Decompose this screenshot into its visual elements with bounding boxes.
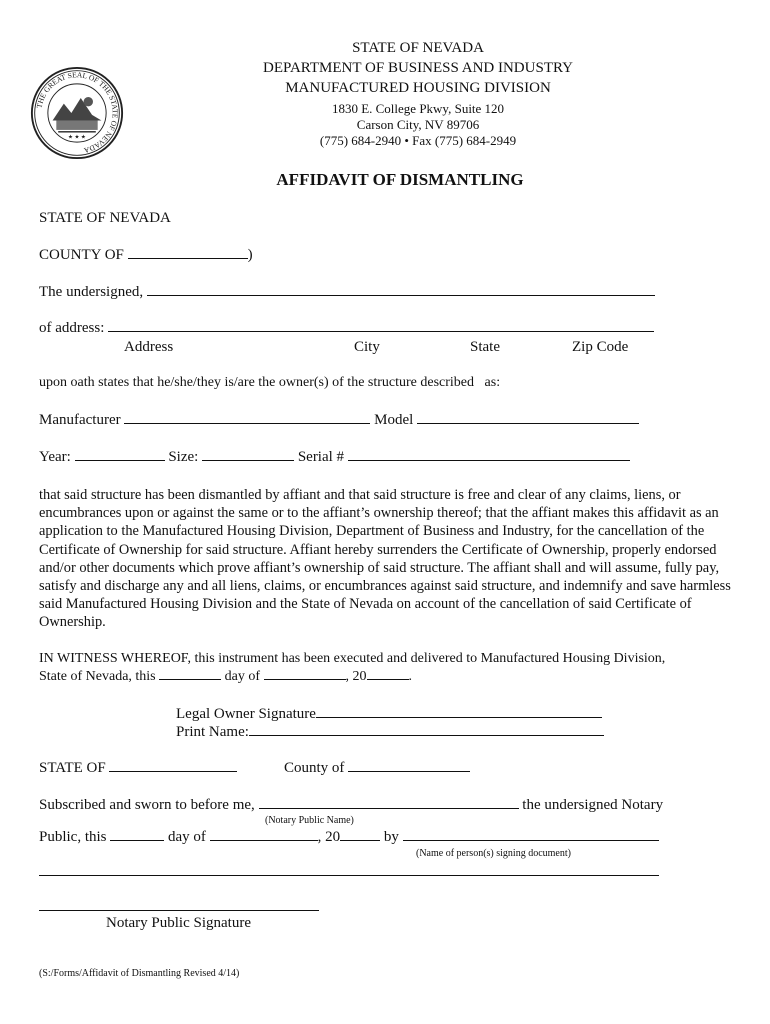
model-field[interactable]	[417, 422, 639, 424]
serial-field[interactable]	[348, 459, 630, 461]
notary-county-of-label: County of	[284, 760, 345, 776]
subscribed-row	[39, 797, 663, 814]
header-address-line2: Carson City, NV 89706	[356, 117, 480, 132]
witness-state-this: State of Nevada, this	[39, 669, 156, 684]
legal-owner-signature-label: Legal Owner Signature	[176, 706, 316, 722]
svg-text:THE GREAT SEAL OF THE STATE OF: THE GREAT SEAL OF THE STATE OF NEVADA	[34, 70, 120, 155]
form-footer: (S:/Forms/Affidavit of Dismantling Revised 4/14)	[39, 968, 240, 979]
notary-county-row	[284, 760, 470, 777]
address-label-zip: Zip Code	[572, 339, 629, 355]
witness-year-label: , 20	[345, 669, 367, 684]
undersigned-notary-label: the undersigned Notary	[522, 797, 664, 813]
manufacturer-label: Manufacturer	[39, 412, 121, 428]
undersigned-label: The undersigned,	[39, 284, 144, 300]
print-name-field[interactable]	[249, 734, 604, 736]
notary-public-name-caption: (Notary Public Name)	[265, 815, 354, 826]
witness-period: .	[408, 669, 413, 684]
svg-text:★ ★ ★: ★ ★ ★	[68, 134, 86, 141]
signer-name-caption: (Name of person(s) signing document)	[416, 848, 571, 859]
public-this-label: Public, this	[39, 829, 107, 845]
size-field[interactable]	[202, 459, 294, 461]
header-state: STATE OF NEVADA	[352, 40, 484, 56]
year-size-serial-row	[39, 449, 630, 466]
year-field[interactable]	[75, 459, 165, 461]
serial-label: Serial #	[297, 449, 345, 465]
county-close-paren: )	[247, 247, 253, 263]
manufacturer-model-row	[39, 412, 639, 429]
witness-month-field[interactable]	[264, 678, 346, 680]
year-label: Year:	[39, 449, 71, 465]
header-phone-fax: (775) 684-2940 • Fax (775) 684-2949	[319, 133, 517, 148]
header-department: DEPARTMENT OF BUSINESS AND INDUSTRY	[263, 60, 573, 76]
form-title: AFFIDAVIT OF DISMANTLING	[276, 170, 524, 189]
notary-year-label: , 20	[317, 829, 341, 845]
signer-name-field[interactable]	[403, 839, 659, 841]
legal-owner-signature-row	[176, 706, 602, 723]
notary-signature-field[interactable]	[39, 910, 319, 911]
address-field[interactable]	[108, 330, 654, 332]
subscribed-label: Subscribed and sworn to before me,	[39, 797, 255, 813]
print-name-row	[176, 724, 604, 741]
notary-year-field[interactable]	[340, 839, 380, 841]
witness-day-of: day of	[224, 669, 261, 684]
oath-statement: upon oath states that he/she/they is/are the owner(s) of the structure described as:	[39, 375, 501, 390]
blank-line-field[interactable]	[39, 875, 659, 876]
address-label-state: State	[470, 339, 500, 355]
address-label-city: City	[354, 339, 380, 355]
print-name-label: Print Name:	[176, 724, 249, 740]
county-row	[39, 247, 253, 264]
by-label: by	[383, 829, 399, 845]
header-address-line1: 1830 E. College Pkwy, Suite 120	[331, 101, 505, 116]
notary-signature-label: Notary Public Signature	[106, 915, 251, 931]
witness-year-field[interactable]	[367, 678, 409, 680]
of-address-label: of address:	[39, 320, 105, 336]
county-field[interactable]	[128, 257, 248, 259]
notary-month-field[interactable]	[210, 839, 318, 841]
witness-line-1: IN WITNESS WHEREOF, this instrument has been executed and delivered to Manufactured Housing Division,	[39, 651, 666, 666]
notary-county-field[interactable]	[348, 770, 470, 772]
address-row	[39, 320, 654, 337]
notary-state-row	[39, 760, 237, 777]
notary-day-field[interactable]	[110, 839, 164, 841]
undersigned-row	[39, 284, 655, 301]
affidavit-paragraph: that said structure has been dismantled by affiant and that said structure is free and clear of any claims, liens, or encumbrances upon or against the same or to the affiant’s ownership thereof; that the affiant makes this affidavit as an application to the Manufactured Housing Division, Department of Business and Industry, for the cancellation of the Certificate of Ownership for said structure. Affiant hereby surrenders the Certificate of Ownership, properly endorsed and/or other documents which prove affiant’s ownership of said structure. The affiant shall and will assume, fully pay, satisfy and discharge any and all liens, claims, or encumbrances against said structure, and indemnify and save harmless said Manufactured Housing Division and the State of Nevada on account of the cancellation of said Certificate of Ownership.	[39, 487, 731, 631]
notary-state-field[interactable]	[109, 770, 237, 772]
address-label-address: Address	[124, 339, 174, 355]
manufacturer-field[interactable]	[124, 422, 370, 424]
nevada-state-seal	[30, 66, 124, 160]
notary-state-of-label: STATE OF	[39, 760, 106, 776]
county-of-label: COUNTY OF	[39, 247, 124, 263]
notary-public-name-field[interactable]	[259, 807, 519, 809]
public-this-row	[39, 829, 659, 846]
legal-owner-signature-field[interactable]	[316, 716, 602, 718]
model-label: Model	[374, 412, 414, 428]
undersigned-name-field[interactable]	[147, 294, 655, 296]
header-division: MANUFACTURED HOUSING DIVISION	[285, 80, 551, 96]
notary-day-of-label: day of	[168, 829, 206, 845]
witness-day-field[interactable]	[159, 678, 221, 680]
size-label: Size:	[168, 449, 199, 465]
state-of-nevada-label: STATE OF NEVADA	[39, 210, 171, 226]
witness-line-2	[39, 669, 412, 685]
